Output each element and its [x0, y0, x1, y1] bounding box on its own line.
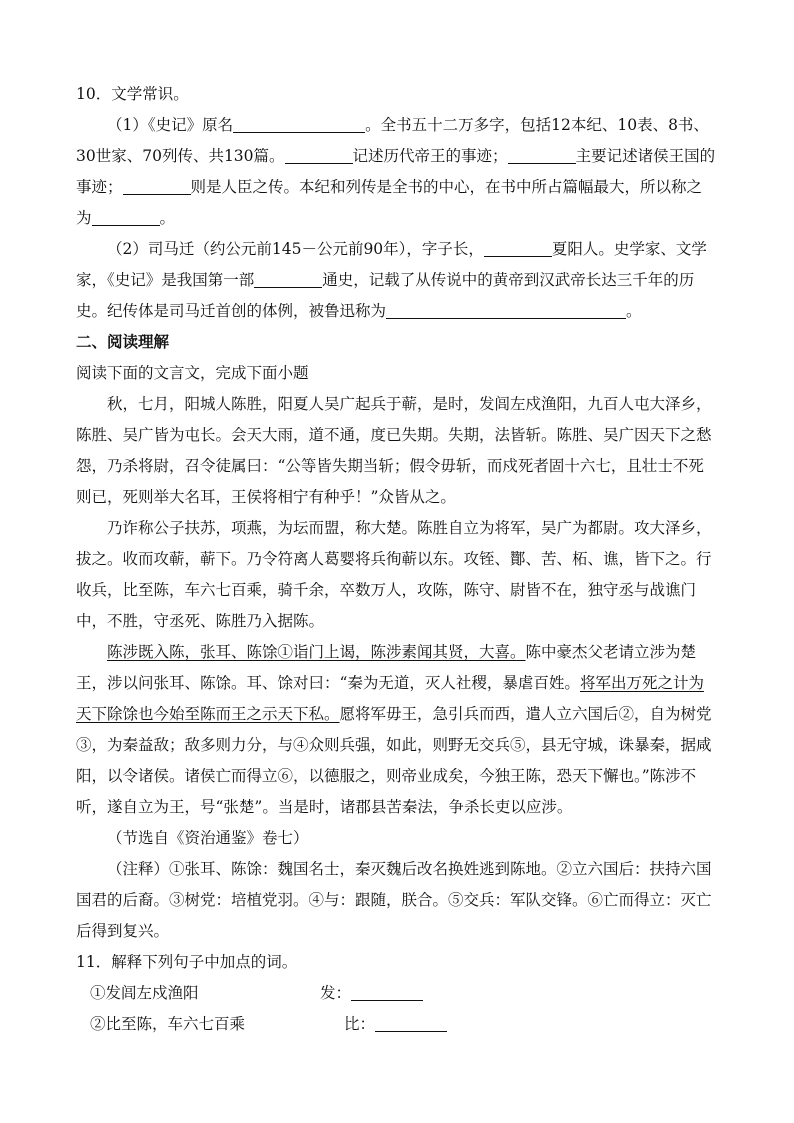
q10-p1-text: 则是人臣之传。本纪和列传是全书的中心，在书中所占篇幅最大，所以称之为: [76, 178, 703, 227]
q10-p1-text: 。全书五十二万多字，包括12本纪、10表、8书、30世家、70列传、共130篇。: [76, 116, 709, 165]
answer-blank[interactable]: [508, 146, 576, 164]
q11-sentence: ①发闾左戍渔阳: [90, 984, 199, 1002]
q10-p2-text: 夏阳人。史学家、文学家，《史记》是我国第一部: [76, 240, 707, 289]
passage-paragraph-1: 秋，七月，阳城人陈胜，阳夏人吴广起兵于蕲，是时，发闾左戍渔阳，九百人屯大泽乡，陈胜、吴广皆为屯长。会天大雨，道不通，度已失期。失期，法皆斩。陈胜、吴广因天下之愁怨，乃杀将尉，召令徒属曰：“公等皆失期当斩；假令毋斩，而戍死者固十六七，且壮士不死则已，死则举大名耳，王侯将相宁有种乎！”众皆从之。: [76, 395, 712, 506]
q10-p1-text: 记述历代帝王的事迹；: [352, 147, 508, 165]
q10-p2-text: 。: [626, 302, 642, 320]
answer-blank[interactable]: [233, 115, 365, 133]
q10-p1-text: （1）《史记》原名: [107, 116, 234, 134]
q11-word: 比：: [344, 1015, 376, 1033]
reading-intro: 阅读下面的文言文，完成下面小题: [76, 364, 309, 382]
answer-blank[interactable]: [285, 146, 353, 164]
answer-blank[interactable]: [254, 270, 322, 288]
answer-blank[interactable]: [375, 1014, 447, 1032]
q10-part2: [76, 234, 716, 327]
passage-source: （节选自《资治通鉴》卷七）: [107, 829, 309, 847]
answer-blank[interactable]: [484, 239, 552, 257]
q11-item: [76, 978, 730, 1009]
q10-part1: [76, 110, 716, 234]
q10-title: 10．文学常识。: [76, 85, 189, 103]
answer-blank[interactable]: [123, 177, 191, 195]
passage-text: 愿将军毋王，急引兵而西，遣人立六国后②，自为树党③，为秦益敌；敌多则力分，与④众则兵强，如此，则野无交兵⑤，县无守城，诛暴秦，据咸阳，以令诸侯。诸侯亡而得立⑥，以德服之，则帝业成矣，今独王陈，恐天下懈也。”陈涉不听，遂自立为王，号“张楚”。当是时，诸郡县苦秦法，争杀长吏以应涉。: [76, 705, 712, 816]
underlined-sentence: 将军出万死之计为天下除馀也今始至陈而王之示天下私。: [76, 674, 704, 723]
section-heading: 二、阅读理解: [76, 333, 170, 351]
q11-sentence: ②比至陈，车六七百乘: [90, 1015, 246, 1033]
passage-text: 陈中豪杰父老请立涉为楚王，涉以问张耳、陈馀。耳、馀对曰：“秦为无道，灭人社稷，暴虐百姓。: [76, 643, 697, 692]
q10-p1-text: 主要记述诸侯王国的事迹；: [76, 147, 716, 196]
q10-p2-text: 通史，记载了从传说中的黄帝到汉武帝长达三千年的历史。纪传体是司马迁首创的体例，被鲁迅称为: [76, 271, 695, 320]
q11-word: 发：: [320, 984, 352, 1002]
q11-title: 11．解释下列句子中加点的词。: [76, 953, 298, 971]
passage-paragraph-2: 乃诈称公子扶苏，项燕，为坛而盟，称大楚。陈胜自立为将军，吴广为都尉。攻大泽乡，拔之。收而攻蕲，蕲下。乃令符离人葛婴将兵徇蕲以东。攻铚、酇、苦、柘、谯，皆下之。行收兵，比至陈，车六七百乘，骑千余，卒数万人，攻陈，陈守、尉皆不在，独守丞与战谯门中，不胜，守丞死、陈胜乃入据陈。: [76, 519, 712, 630]
underlined-sentence: 陈涉既入陈，张耳、陈馀①诣门上谒，陈涉素闻其贤，大喜。: [107, 643, 526, 661]
q10-p1-text: 。: [159, 209, 176, 227]
passage-notes: （注释）①张耳、陈馀：魏国名士，秦灭魏后改名换姓逃到陈地。②立六国后：扶持六国国君的后裔。③树党：培植党羽。④与：跟随，朕合。⑤交兵：军队交锋。⑥亡而得立：灭亡后得到复兴。: [76, 860, 712, 940]
q10-p2-text: （2）司马迁（约公元前145－公元前90年），字子长，: [107, 240, 484, 258]
answer-blank[interactable]: [351, 983, 423, 1001]
answer-blank[interactable]: [92, 208, 160, 226]
answer-blank[interactable]: [386, 301, 626, 319]
passage-paragraph-3: [76, 637, 716, 823]
q11-item: [76, 1009, 730, 1040]
